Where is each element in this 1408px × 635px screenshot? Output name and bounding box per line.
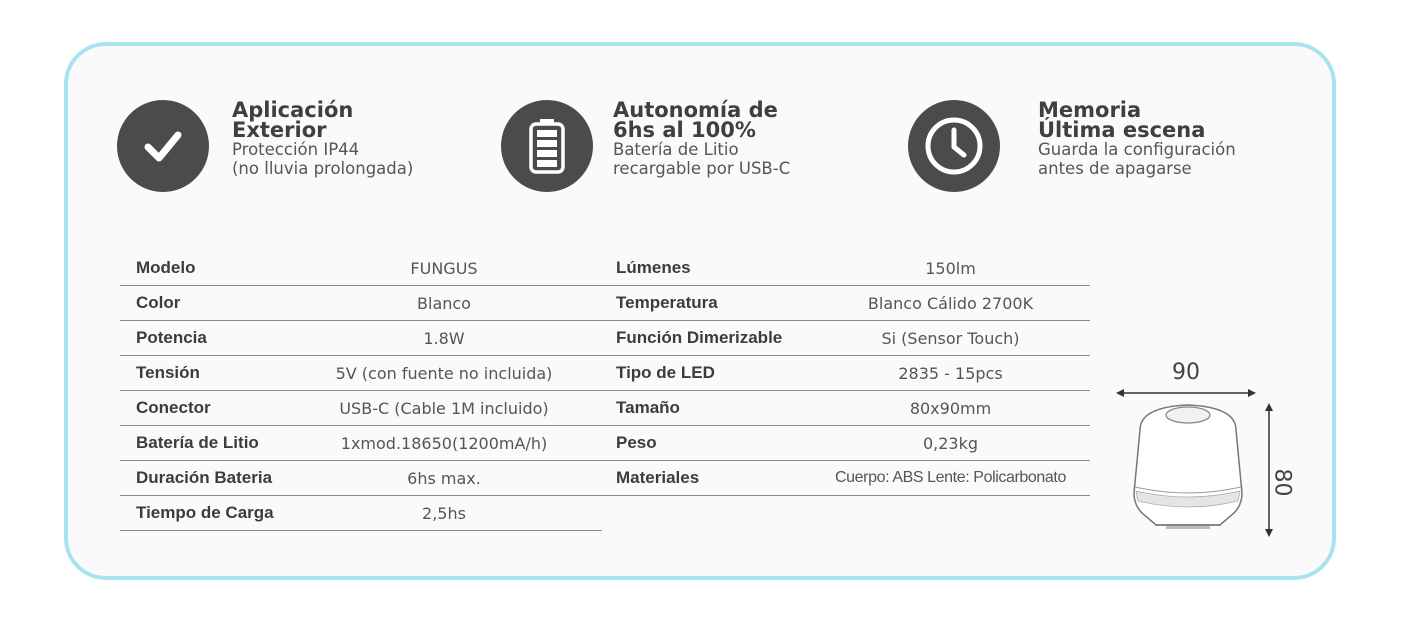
spec-label: Tiempo de Carga [120,496,286,531]
table-row [600,321,1090,356]
spec-label: Temperatura [600,286,811,321]
feature-desc: antes de apagarse [1038,159,1192,178]
table-row [120,356,602,391]
battery-icon [501,100,593,192]
table-row [120,321,602,356]
spec-label: Función Dimerizable [600,321,811,356]
table-row [600,426,1090,461]
feature-desc: Batería de Litio [613,140,739,159]
feature-desc: Guarda la configuración [1038,140,1236,159]
feature-desc: (no lluvia prolongada) [232,159,414,178]
product-drawing [1110,385,1280,545]
spec-label: Materiales [600,461,811,496]
spec-value: 1xmod.18650(1200mA/h) [286,426,602,461]
spec-value: Si (Sensor Touch) [811,321,1090,356]
table-row [120,286,602,321]
spec-table-right [600,251,1090,496]
spec-label: Peso [600,426,811,461]
feature-title: Autonomía de [613,98,778,122]
spec-value: 6hs max. [286,461,602,496]
spec-value: 2,5hs [286,496,602,531]
table-row [600,391,1090,426]
table-row [120,251,602,286]
checkmark-icon [117,100,209,192]
feature-title: 6hs al 100% [613,118,756,142]
spec-label: Tensión [120,356,286,391]
clock-icon [908,100,1000,192]
feature-title: Última escena [1038,118,1206,142]
table-row [120,496,602,531]
spec-value: Cuerpo: ABS Lente: Policarbonato [811,461,1090,496]
spec-table-left [120,251,602,531]
spec-label: Duración Bateria [120,461,286,496]
spec-label: Lúmenes [600,251,811,286]
spec-value: USB-C (Cable 1M incluido) [286,391,602,426]
feature-desc: Protección IP44 [232,140,360,159]
feature-desc: recargable por USB-C [613,159,791,178]
spec-label: Tipo de LED [600,356,811,391]
spec-label: Modelo [120,251,286,286]
spec-value: 5V (con fuente no incluida) [286,356,602,391]
table-row [120,391,602,426]
table-row [120,461,602,496]
dimension-height-label: 80 [1269,468,1295,497]
spec-label: Potencia [120,321,286,356]
spec-value: 80x90mm [811,391,1090,426]
spec-value: FUNGUS [286,251,602,286]
spec-value: 150lm [811,251,1090,286]
table-row [600,286,1090,321]
spec-label: Color [120,286,286,321]
spec-value: 2835 - 15pcs [811,356,1090,391]
table-row [600,251,1090,286]
dimension-width-label: 90 [1172,360,1200,385]
spec-value: 0,23kg [811,426,1090,461]
spec-value: Blanco Cálido 2700K [811,286,1090,321]
spec-label: Tamaño [600,391,811,426]
feature-title: Memoria [1038,98,1142,122]
table-row [600,356,1090,391]
spec-value: Blanco [286,286,602,321]
feature-title: Aplicación [232,98,354,122]
table-row [600,461,1090,496]
spec-label: Conector [120,391,286,426]
spec-value: 1.8W [286,321,602,356]
spec-label: Batería de Litio [120,426,286,461]
feature-title: Exterior [232,118,327,142]
table-row [120,426,602,461]
